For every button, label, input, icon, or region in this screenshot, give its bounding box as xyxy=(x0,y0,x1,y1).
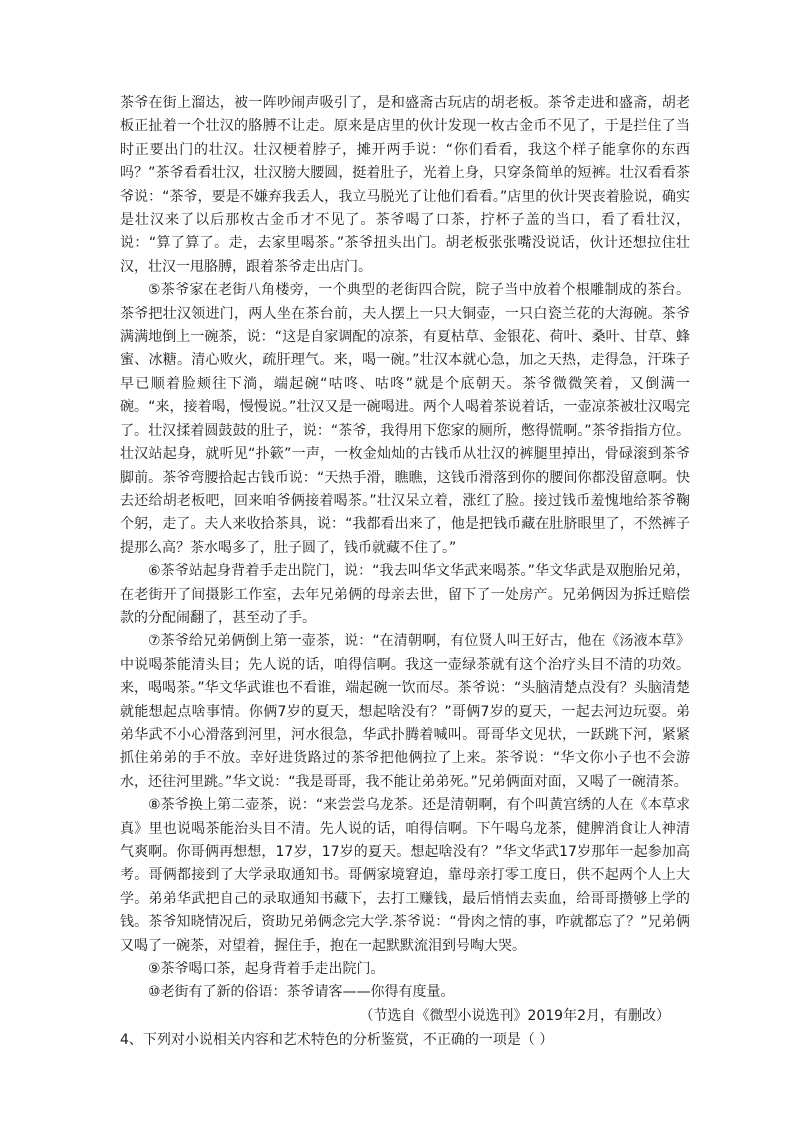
paragraph-8: ⑧茶爷换上第二壶茶，说：“来尝尝乌龙茶。还是清朝啊，有个叫黄宫绣的人在《本草求真》里也说喝茶能治头目不清。先人说的话，咱得信啊。下午喝乌龙茶，健脾消食让人神清气爽啊。你哥俩再想想，17岁，17岁的夏天。想起啥没有？”华文华武17岁那年一起参加高考。哥俩都接到了大学录取通知书。哥俩家境窘迫，靠母亲打零工度日，供不起两个人上大学。弟弟华武把自己的录取通知书藏下，去打工赚钱，最后悄悄去卖血，给哥哥攒够上学的钱。茶爷知晓情况后，资助兄弟俩念完大学.茶爷说：“骨肉之情的事，咋就都忘了？”兄弟俩又喝了一碗茶，对望着，握住手，抱在一起默默流泪到号啕大哭。 xyxy=(120,797,690,954)
paragraph-6: ⑥茶爷站起身背着手走出院门，说：“我去叫华文华武来喝茶。”华文华武是双胞胎兄弟，在老街开了间摄影工作室，去年兄弟俩的母亲去世，留下了一处房产。兄弟俩因为拆迁赔偿款的分配闹翻了，甚至动了手。 xyxy=(120,563,690,626)
document-page xyxy=(120,92,690,1053)
paragraph-7: ⑦茶爷给兄弟俩倒上第一壶茶，说：“在清朝啊，有位贤人叫王好古，他在《汤液本草》中说喝茶能清头目；先人说的话，咱得信啊。我这一壶绿茶就有这个治疗头目不清的功效。来，喝喝茶。”华文华武谁也不看谁，端起碗一饮而尽。茶爷说：“头脑清楚点没有？头脑清楚就能想起点啥事情。你俩7岁的夏天，想起啥没有？”哥俩7岁的夏天，一起去河边玩耍。弟弟华武不小心滑落到河里，河水很急，华武扑腾着喊叫。哥哥华文见状，一跃跳下河，紧紧抓住弟弟的手不放。幸好进货路过的茶爷把他俩拉了上来。茶爷说：“华文你小子也不会游水，还往河里跳。”华文说：“我是哥哥，我不能让弟弟死。”兄弟俩面对面，又喝了一碗清茶。 xyxy=(120,633,690,790)
question-4: 4、下列对小说相关内容和艺术特色的分析鉴赏，不正确的一项是（ ） xyxy=(120,1032,554,1049)
paragraph-5: ⑤茶爷家在老街八角楼旁，一个典型的老街四合院，院子当中放着个根雕制成的茶台。茶爷把壮汉领进门，两人坐在茶台前，夫人摆上一只大铜壶，一只白瓷兰花的大海碗。茶爷满满地倒上一碗茶，说：“这是自家调配的凉茶，有夏枯草、金银花、荷叶、桑叶、甘草、蜂蜜、冰糖。清心败火，疏肝理气。来，喝一碗。”壮汉本就心急，加之天热，走得急，汗珠子早已顺着脸颊往下淌，端起碗“咕咚、咕咚”就是个底朝天。茶爷微微笑着，又倒满一碗。“来，接着喝，慢慢说。”壮汉又是一碗喝进。两个人喝着茶说着话，一壶凉茶被壮汉喝完了。壮汉揉着圆鼓鼓的肚子，说：“茶爷，我得用下您家的厕所，憋得慌啊。”茶爷指指方位。壮汉站起身，就听见“扑簌”一声，一枚金灿灿的古钱币从壮汉的裤腿里掉出，骨碌滚到茶爷脚前。茶爷弯腰拾起古钱币说：“天热手滑，瞧瞧，这钱币滑落到你的腰间你都没留意啊。快去还给胡老板吧，回来咱爷俩接着喝茶。”壮汉呆立着，涨红了脸。接过钱币羞愧地给茶爷鞠个躬，走了。夫人来收拾茶具，说：“我都看出来了，他是把钱币藏在肚脐眼里了，不然裤子提那么高？茶水喝多了，肚子圆了，钱币就藏不住了。” xyxy=(120,282,690,556)
paragraph-10: ⑩老街有了新的俗语：茶爷请客——你得有度量。 xyxy=(148,984,455,1001)
paragraph-9: ⑨茶爷喝口茶，起身背着手走出院门。 xyxy=(148,961,385,978)
paragraph-intro: 茶爷在街上溜达，被一阵吵闹声吸引了，是和盛斋古玩店的胡老板。茶爷走进和盛斋，胡老板正扯着一个壮汉的胳膊不让走。原来是店里的伙计发现一枚古金币不见了，于是拦住了当时正要出门的壮汉。壮汉梗着脖子，摊开两手说：“你们看看，我这个样子能拿你的东西吗？”茶爷看看壮汉，壮汉膀大腰圆，挺着肚子，光着上身，只穿条简单的短裤。壮汉看看茶爷说：“茶爷，要是不嫌弃我丢人，我立马脱光了让他们看看。”店里的伙计哭丧着脸说，确实是壮汉来了以后那枚古金币才不见了。茶爷喝了口茶，拧杯子盖的当口，看了看壮汉，说：“算了算了。走，去家里喝茶。”茶爷扭头出门。胡老板张张嘴没说话，伙计还想拉住壮汉，壮汉一甩胳膊，跟着茶爷走出店门。 xyxy=(120,95,690,275)
source-citation: （节选自《微型小说选刊》2019年2月，有删改） xyxy=(359,1007,670,1024)
